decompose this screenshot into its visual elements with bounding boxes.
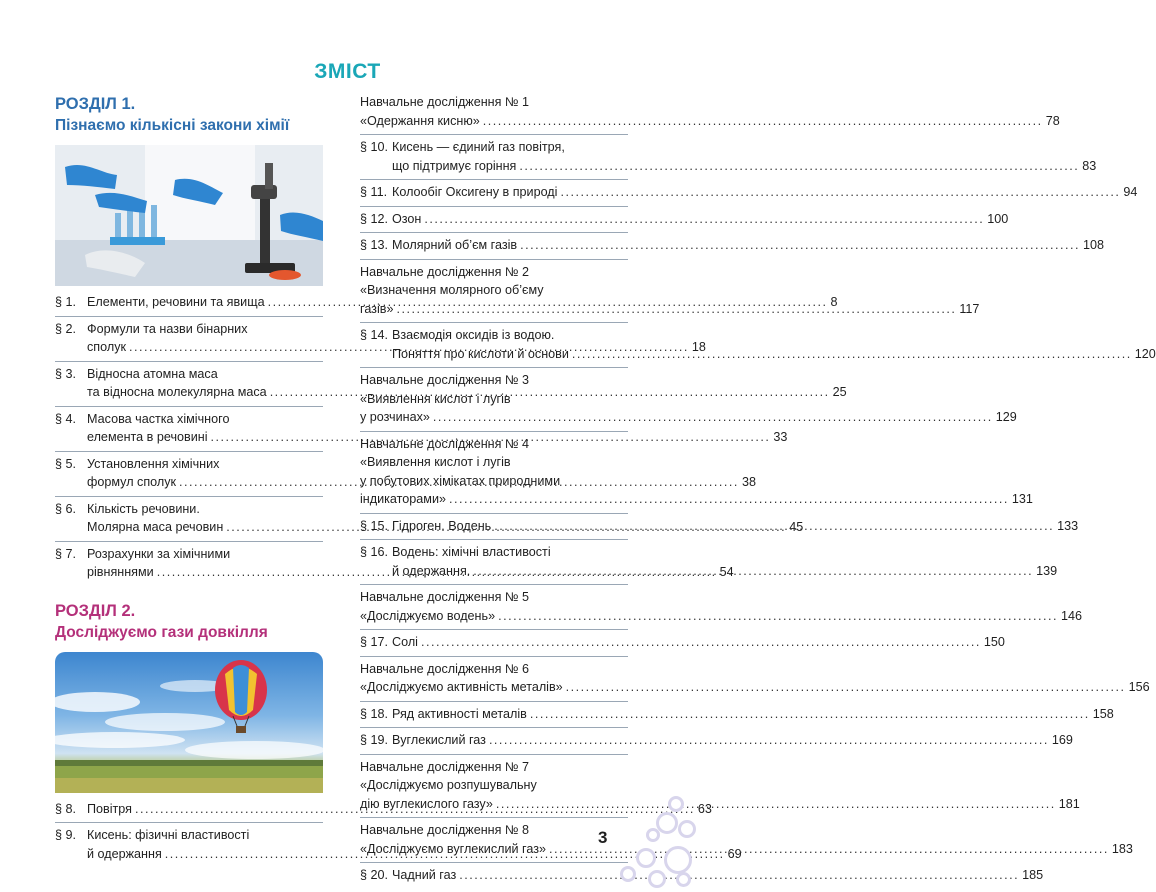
toc-entry-text: Молярний об’єм газів [392, 238, 518, 252]
toc-entry-body [360, 866, 1044, 885]
section-1-title: Пізнаємо кількісні закони хімії [55, 117, 290, 134]
toc-entry-text: Установлення хімічних [87, 456, 220, 471]
toc-entry-text: індикаторами» [360, 492, 446, 506]
paragraph-number: § 4. [55, 411, 77, 426]
toc-entry-text: Взаємодія оксидів із водою. [392, 328, 555, 342]
toc-entry-last-line [392, 183, 1138, 202]
dot-leader [470, 564, 1036, 578]
toc-entry-body [360, 660, 1150, 697]
toc-entry-text: «Досліджуємо водень» [360, 608, 496, 623]
toc-entry-text: Формули та назви бінарних [87, 321, 248, 336]
toc-entry-text: Навчальне дослідження № 6 [360, 661, 529, 676]
toc-entry-text: Гідроген. Водень [392, 518, 492, 533]
toc-entry-body [360, 263, 980, 319]
toc-entry-last-line [360, 678, 1150, 697]
toc-page-number: 18 [691, 340, 706, 354]
paragraph-number: § 2. [55, 321, 77, 336]
toc-entry-text: Розрахунки за хімічними [87, 546, 231, 561]
toc-entry [360, 705, 1114, 729]
toc-page-number: 185 [1022, 868, 1044, 882]
toc-entry [360, 866, 1044, 889]
dot-leader [491, 519, 1057, 533]
paragraph-number: § 9. [55, 828, 77, 842]
toc-entry-text: Чадний газ [392, 868, 457, 882]
paragraph-number: § 10. [360, 140, 389, 154]
dot-leader [527, 707, 1093, 721]
bubble-decoration [668, 796, 684, 812]
toc-page-number: 156 [1128, 680, 1150, 694]
dot-leader [495, 609, 1061, 623]
paragraph-number: § 6. [55, 501, 77, 516]
toc-entry-text: Елементи, речовини та явища [87, 295, 265, 309]
toc-entry-text: Навчальне дослідження № 1 [360, 95, 529, 109]
paragraph-number: § 15. [360, 518, 389, 533]
toc-page-number: 33 [773, 430, 788, 444]
toc-entry-text: Вуглекислий газ [392, 733, 486, 747]
toc-entry-text: що підтримує горіння [392, 158, 517, 173]
toc-entry-text: Навчальне дослідження № 3 [360, 373, 529, 387]
toc-entry-body [360, 183, 1138, 202]
toc-entry-text: Навчальне дослідження № 2 [360, 264, 529, 279]
toc-entry-text: й одержання [87, 846, 162, 861]
dot-leader [557, 185, 1123, 199]
toc-entry-body [360, 138, 1097, 175]
toc-page-number: 45 [789, 520, 804, 534]
toc-entry-body [360, 93, 1060, 130]
toc-page-number: 78 [1045, 113, 1060, 128]
toc-entry-text: Колообіг Оксигену в природі [392, 185, 558, 199]
section-2-title: Досліджуємо гази довкілля [55, 623, 268, 641]
toc-page-number: 183 [1111, 841, 1133, 856]
toc-entry-text: Кисень: фізичні властивості [87, 828, 250, 842]
toc-entry-text: Відносна атомна маса [87, 366, 218, 381]
dot-leader [563, 680, 1129, 694]
toc-entry-last-line [360, 490, 1033, 509]
toc-entry-last-line [392, 157, 1097, 176]
dot-leader [421, 212, 987, 226]
laboratory-photo [55, 145, 323, 286]
toc-entry-text: Озон [392, 211, 422, 226]
toc-entry-body [360, 210, 1009, 229]
toc-page-number: 108 [1083, 238, 1105, 252]
toc-entry-text: Навчальне дослідження № 5 [360, 590, 529, 604]
toc-page-number: 129 [995, 410, 1017, 424]
paragraph-number: § 14. [360, 328, 389, 342]
toc-entry-text: Кількість речовини. [87, 501, 200, 516]
toc-entry-text: «Досліджуємо активність металів» [360, 680, 563, 694]
paragraph-number: § 13. [360, 238, 389, 252]
toc-entry-text: формул сполук [87, 475, 177, 489]
toc-entry-last-line [392, 866, 1044, 885]
toc-entry-body [360, 236, 1105, 255]
toc-entry-text: Ряд активності металів [392, 706, 527, 721]
toc-page-number: 158 [1092, 706, 1114, 721]
toc-page-number: 69 [727, 846, 742, 861]
toc-page-number: 38 [741, 475, 756, 489]
toc-page-number: 150 [983, 635, 1005, 649]
toc-entry-last-line [392, 705, 1114, 724]
page-number: 3 [598, 828, 608, 847]
paragraph-number: § 19. [360, 733, 389, 747]
dot-leader [393, 302, 959, 316]
toc-entry-text: Молярна маса речовин [87, 520, 224, 534]
toc-page-number: 169 [1051, 733, 1073, 747]
toc-entry-last-line [392, 210, 1009, 229]
balloon-illustration [55, 652, 323, 793]
hot-air-balloon-photo [55, 652, 323, 793]
toc-page-number: 120 [1134, 346, 1156, 361]
toc-entry-text: Навчальне дослідження № 4 [360, 436, 529, 451]
paragraph-number: § 3. [55, 366, 77, 381]
toc-entry [360, 660, 1150, 702]
toc-page-number: 117 [959, 301, 980, 316]
section-1-number: РОЗДІЛ 1. [55, 95, 136, 113]
bubble-decoration [646, 828, 660, 842]
bubble-decoration [678, 820, 696, 838]
laboratory-illustration [55, 145, 323, 286]
paragraph-number: § 11. [360, 185, 388, 199]
paragraph-number: § 5. [55, 456, 77, 471]
paragraph-number: § 18. [360, 706, 389, 721]
toc-page-number: 94 [1123, 185, 1138, 199]
toc-entry-body [360, 705, 1114, 724]
toc-entry-text: рівняннями [87, 565, 154, 579]
paragraph-number: § 12. [360, 211, 389, 226]
toc-entry [360, 633, 1005, 657]
toc-entry [360, 263, 980, 324]
toc-entry-text: Навчальне дослідження № 7 [360, 759, 529, 774]
toc-entry-text: сполук [87, 340, 126, 354]
toc-entry-text: Навчальне дослідження № 8 [360, 823, 529, 837]
dot-leader [418, 635, 984, 649]
toc-entry [360, 183, 1138, 207]
bubble-decoration [676, 872, 691, 887]
paragraph-number: § 1. [55, 295, 77, 309]
paragraph-number: § 16. [360, 545, 389, 559]
bubble-decoration [664, 846, 692, 874]
paragraph-number: § 7. [55, 546, 77, 561]
toc-entry-text: «Виявлення кислот і лугів [360, 455, 511, 469]
dot-leader [456, 868, 1022, 882]
dot-leader [446, 492, 1012, 506]
toc-entry-last-line [392, 633, 1005, 652]
toc-page-number: 63 [697, 801, 712, 816]
section-2-number: РОЗДІЛ 2. [55, 601, 136, 620]
toc-page-number: 100 [987, 211, 1009, 226]
toc-entry-text: й одержання. [392, 563, 471, 578]
dot-leader [569, 347, 1135, 361]
toc-page-number: 146 [1060, 608, 1082, 623]
toc-page-number: 181 [1058, 796, 1080, 811]
dot-leader [516, 159, 1082, 173]
page-title: ЗМІСТ [314, 60, 381, 83]
toc-page-number: 139 [1036, 563, 1058, 578]
toc-entry-last-line [392, 731, 1073, 750]
toc-entry-last-line [360, 112, 1060, 131]
toc-entry-last-line [360, 607, 1082, 626]
bubble-decoration [656, 812, 678, 834]
toc-entry-text: Повітря [87, 801, 132, 816]
dot-leader [486, 733, 1052, 747]
toc-entry [360, 731, 1073, 755]
toc-entry-text: дію вуглекислого газу» [360, 796, 493, 811]
toc-page-number: 133 [1057, 518, 1079, 533]
toc-entry-text: Водень: хімічні властивості [392, 545, 551, 559]
bubble-decoration [620, 866, 636, 882]
toc-entry-text: «Досліджуємо розпушувальну [360, 778, 537, 792]
toc-entry-last-line [360, 300, 980, 319]
paragraph-number: § 8. [55, 801, 77, 816]
toc-page-number: 83 [1082, 158, 1097, 173]
toc-entry-last-line [392, 236, 1105, 255]
toc-entry-last-line [360, 408, 1017, 427]
toc-entry-text: Масова частка хімічного [87, 411, 230, 426]
toc-entry-text: елемента в речовині [87, 430, 208, 444]
toc-page-number: 54 [719, 565, 734, 579]
toc-entry-text: «Визначення молярного об’єму [360, 283, 544, 297]
bubble-decoration [648, 870, 666, 888]
toc-entry-text: Поняття про кислоти й основи [392, 346, 569, 361]
toc-entry [360, 236, 1105, 260]
paragraph-number: § 20. [360, 868, 389, 882]
toc-entry [360, 93, 1060, 135]
toc-entry-body [360, 633, 1005, 652]
toc-entry-text: та відносна молекулярна маса [87, 385, 267, 399]
dot-leader [480, 114, 1046, 128]
dot-leader [430, 410, 996, 424]
dot-leader [493, 797, 1059, 811]
toc-entry-text: Солі [392, 635, 418, 649]
toc-page-number: 25 [832, 385, 847, 399]
toc-entry-body [360, 731, 1073, 750]
toc-entry-text: «Виявлення кислот і лугів [360, 391, 511, 406]
toc-entry-text: «Досліджуємо вуглекислий газ» [360, 841, 547, 856]
dot-leader [517, 238, 1083, 252]
toc-entry-text: «Одержання кисню» [360, 113, 480, 128]
bubble-decoration [636, 848, 656, 868]
toc-entry [360, 138, 1097, 180]
toc-entry [360, 210, 1009, 234]
paragraph-number: § 17. [360, 635, 389, 649]
toc-entry-text: у побутових хімікатах природними [360, 473, 561, 488]
dot-leader [546, 842, 1112, 856]
toc-entry-body [360, 588, 1082, 625]
toc-entry [360, 588, 1082, 630]
toc-entry-text: Кисень — єдиний газ повітря, [392, 140, 565, 154]
toc-page-number: 8 [830, 295, 838, 309]
toc-entry-text: у розчинах» [360, 410, 430, 424]
toc-entry-text: газів» [360, 301, 394, 316]
toc-page-number: 131 [1011, 492, 1033, 506]
